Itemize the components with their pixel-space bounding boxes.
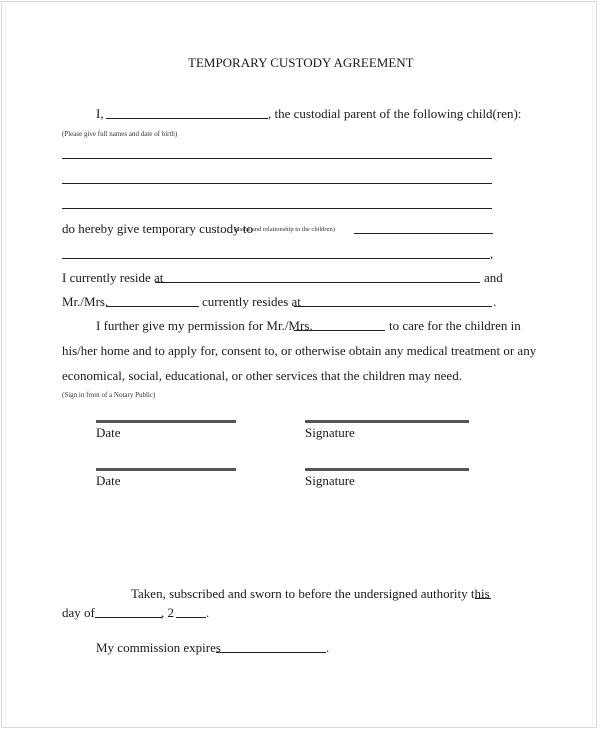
sworn-day-field[interactable] [475, 598, 491, 599]
custody-hint: (name and relationship to the children) [234, 226, 335, 233]
child-field-3[interactable] [62, 208, 492, 209]
commission-expiry-field[interactable] [216, 652, 326, 653]
permission-prefix: I further give my permission for Mr./Mrs. [96, 318, 313, 333]
sworn-text: Taken, subscribed and sworn to before the undersigned authority this [131, 586, 490, 601]
sworn-month-field[interactable] [95, 617, 162, 618]
sworn-year-field[interactable] [176, 617, 206, 618]
signature-label-2: Signature [305, 473, 355, 488]
document-title: TEMPORARY CUSTODY AGREEMENT [188, 55, 414, 70]
day-of-suffix: . [206, 605, 210, 620]
custody-text: do hereby give temporary custody to [62, 221, 253, 236]
reside-suffix: and [484, 270, 503, 285]
parent-name-prefix: I, [96, 106, 104, 121]
day-of-middle: , 2 [161, 605, 174, 620]
other-parent-address-field[interactable] [294, 306, 492, 307]
date-field-2[interactable] [96, 468, 236, 471]
commission-suffix: . [326, 640, 330, 655]
children-hint: (Please give full names and date of birth) [62, 130, 178, 138]
notary-hint: (Sign in front of a Notary Public) [62, 391, 156, 399]
commission-prefix: My commission expires [96, 640, 221, 655]
signature-label-1: Signature [305, 425, 355, 440]
child-field-1[interactable] [62, 158, 492, 159]
custodian-name-field[interactable] [354, 233, 493, 234]
reside-prefix: I currently reside at [62, 270, 164, 285]
date-label-1: Date [96, 425, 121, 440]
mr-mrs-suffix: . [493, 294, 497, 309]
day-of-prefix: day of [62, 605, 95, 620]
other-parent-name-field[interactable] [106, 306, 199, 307]
paragraph-line-2: his/her home and to apply for, consent to, or otherwise obtain any medical treatment or any [62, 343, 537, 358]
caregiver-name-field[interactable] [294, 330, 385, 331]
signature-field-1[interactable] [305, 420, 469, 423]
custodian-relationship-field[interactable] [62, 258, 490, 259]
parent-name-field[interactable] [106, 118, 268, 119]
permission-suffix: to care for the children in [389, 318, 521, 333]
child-field-2[interactable] [62, 183, 492, 184]
date-label-2: Date [96, 473, 121, 488]
my-address-field[interactable] [155, 282, 480, 283]
paragraph-line-3: economical, social, educational, or other services that the children may need. [62, 368, 462, 383]
parent-name-suffix: , the custodial parent of the following child(ren): [268, 106, 522, 121]
mr-mrs-prefix: Mr./Mrs. [62, 294, 109, 309]
signature-field-2[interactable] [305, 468, 469, 471]
date-field-1[interactable] [96, 420, 236, 423]
mr-mrs-middle: currently resides at [202, 294, 301, 309]
custody-period: , [490, 246, 494, 261]
